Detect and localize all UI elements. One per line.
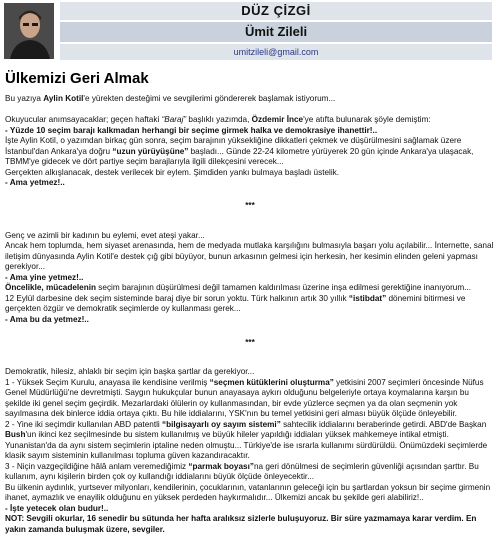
- paragraph: Gerçekten alkışlanacak, destek verilecek bir eylem. Şimdiden yankı bulmaya başladı üstelik.: [5, 167, 340, 177]
- paragraph: Okuyucular anımsayacaklar; geçen haftaki “Baraj” başlıklı yazımda, Özdemir İnce'ye atıfta bulunarak şöyle demiştim:: [5, 115, 431, 124]
- closing-line: - İşte yetecek olan budur!..: [5, 503, 109, 513]
- author-photo: [4, 3, 54, 59]
- paragraph: İşte Aylin Kotil, o yazımdan birkaç gün sonra, seçim barajının yüksekliğine dikkatleri çekmek ve düşürülmesini sağlamak üzere İstanbul'dan Ankara'ya doğru “uzun yürüyüşüne” başladı... Günde 22-24 kilometre yürüyerek 20 gün içinde Ankara'ya ulaşacak, TBMM'ye gidecek ve dört partiye seçim barajlarıyla ilgili dilekçesini verecek...: [5, 136, 474, 166]
- paragraph: Demokratik, hilesiz, ahlaklı bir seçim için başka şartlar da gerekiyor...: [5, 367, 255, 376]
- paragraph: Genç ve azimli bir kadının bu eylemi, evet ateşi yakar...: [5, 230, 205, 240]
- list-item: 2 - Yine iki seçimdir kullanılan ABD patentli “bilgisayarlı oy sayım sistemi” sahtecilik iddialarını beraberinde getirdi. ABD'de Başkan Bush'un ikinci kez seçilmesinde bu sistem kullanılmış ve büyük hileler yapıldığı iddiaları yüksek mahkemeye intikal etmişti. Yunanistan'da da aynı sistem seçimlerin iptaline neden olmuştu... Türkiye'de ise ısrarla kullanımı sürdürüldü. Önümüzdeki seçimlerde klasik sayım sisteminin kullanılması topluma güven kazandıracaktır.: [5, 419, 488, 460]
- closing-line: - Ama yine yetmez!..: [5, 272, 84, 282]
- closing-line: - Ama yetmez!..: [5, 178, 65, 187]
- closing-line: - Ama bu da yetmez!..: [5, 314, 89, 324]
- quote-line: - Yüzde 10 seçim barajı kalkmadan herhangi bir seçime girmek halka ve demokrasiye ihanettir!..: [5, 125, 378, 135]
- list-item: 1 - Yüksek Seçim Kurulu, anayasa ile kendisine verilmiş “seçmen kütüklerini oluşturma” yetkisini 2007 seçimleri öncesinde Nüfus Genel Müdürlüğü'ne devretmişti. Saygın hukukçular bunun anayasaya aykırı olduğunu belgeleriyle ortaya koymalarına karşın bu şekilde iki genel seçim geçirdik. Mezarlardaki ölülerin oy kullanmasından, bir evde yüzlerce seçmen ya da olan seçmenin yok sayılmasına dek binlerce iddia ortaya çıktı. Bu hile iddialarını, YSK'nın bu temel yetkisini geri alması büyük ölçüde önleyebilir.: [5, 377, 484, 418]
- column-header: [0, 0, 500, 64]
- paragraph: Ancak hem toplumda, hem siyaset arenasında, hem de medyada mutlaka karşılığını bulmasıyla başarı yolu açılabilir... İnternette, sanal iletişim dünyasında Aylin Kotil'e destek çığ gibi büyüyor, bunun arkasının gelmesi için herkesin, her kesimin elinden geleni yapması gerekiyor...: [5, 241, 494, 271]
- section-separator: ***: [245, 337, 255, 347]
- article-title: Ülkemizi Geri Almak: [5, 70, 149, 87]
- author-note: NOT: Sevgili okurlar, 16 senedir bu sütunda her hafta aralıksız sizlerle buluşuyoruz. Bir süre yazmamaya karar verdim. En yakın zamanda buluşmak üzere, sevgiler.: [5, 514, 477, 534]
- article-body: [5, 94, 495, 535]
- author-email[interactable]: umitzileli@gmail.com: [60, 44, 492, 60]
- paragraph: 12 Eylül darbesine dek seçim sisteminde baraj diye bir sorun yoktu. Türk halkının artık 30 yıllık “istibdat” dönemini bitirmesi ve gerçekten özgür ve demokratik seçimlerde oy kullanması gerek...: [5, 293, 466, 313]
- intro-paragraph: Bu yazıya Aylin Kotil'e yürekten desteğimi ve sevgilerimi göndererek başlamak istiyorum...: [5, 94, 336, 103]
- paragraph: Öncelikle, mücadelenin seçim barajının düşürülmesi değil tamamen kaldırılması üzerine inşa edilmesi gerektiğine inanıyorum...: [5, 283, 471, 292]
- author-portrait-icon: [4, 3, 54, 59]
- list-item: 3 - Niçin vazgeçildiğine hâlâ anlam veremediğimiz “parmak boyası”na geri dönülmesi de seçimlerin güvenliği açısından şarttır. Bu kullanım, aynı kişilerin birden çok oy kullandığı iddialarını büyük ölçüde önleyecektir...: [5, 461, 479, 481]
- section-separator: ***: [245, 201, 255, 210]
- column-name: DÜZ ÇİZGİ: [60, 2, 492, 20]
- paragraph: Bu ülkenin aydınlık, yurtsever milyonları, kendilerinin, çocuklarının, vatanlarının geleceği için bu şartlardan yoksun bir seçime girmenin ihanet, aymazlık ve enayilik olduğunu en yüksek perdeden haykırmalıdır... Ülkemizi ancak bu şekilde geri alabiliriz!..: [5, 482, 491, 502]
- author-name: Ümit Zileli: [60, 22, 492, 42]
